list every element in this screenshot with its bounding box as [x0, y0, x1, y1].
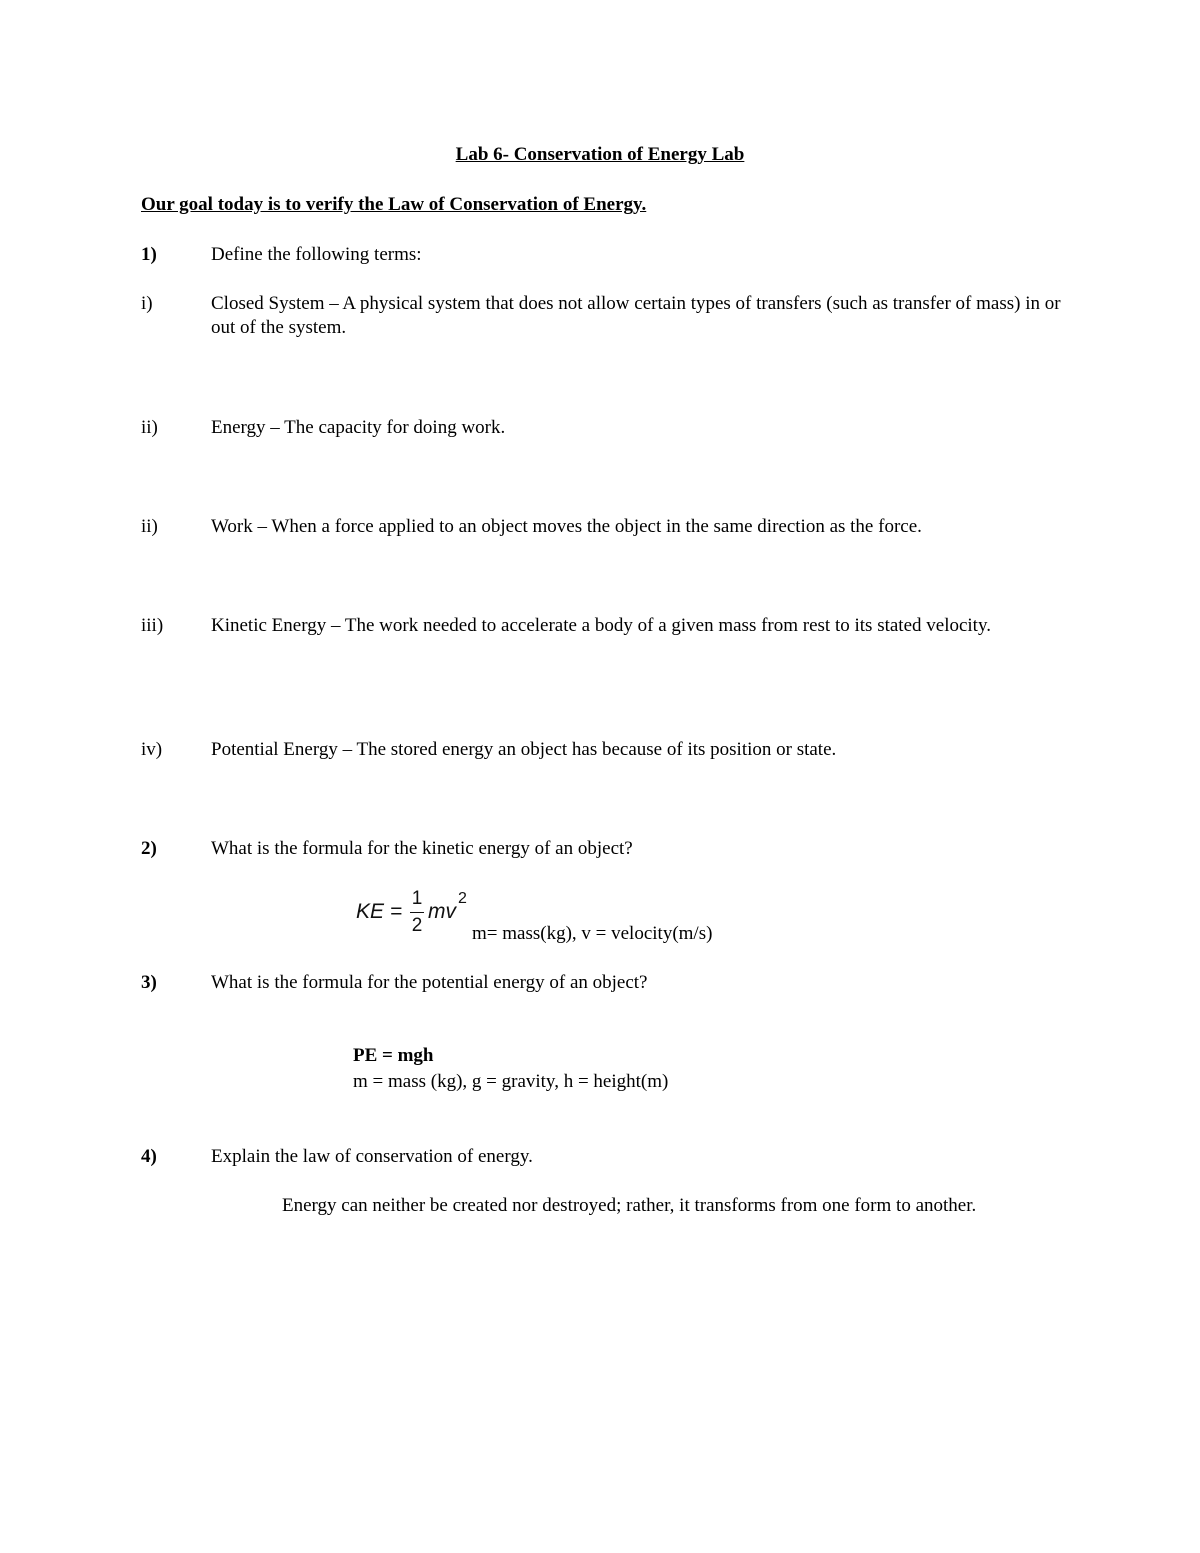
term-1-number: i) [141, 293, 153, 314]
term-5-number: iv) [141, 739, 163, 760]
term-4-number: iii) [141, 615, 164, 636]
term-3-definition: Work – When a force applied to an object moves the object in the same direction as the force. [211, 516, 922, 537]
term-2-number: ii) [141, 417, 158, 438]
formula-exponent: 2 [458, 890, 467, 907]
question-1-number: 1) [141, 244, 157, 265]
fraction-numerator: 1 [411, 888, 423, 909]
question-1-prompt: Define the following terms: [211, 244, 422, 265]
question-3-prompt: What is the formula for the potential energy of an object? [211, 972, 648, 993]
term-5-definition: Potential Energy – The stored energy an object has because of its position or state. [211, 739, 837, 760]
term-2-definition: Energy – The capacity for doing work. [211, 417, 506, 438]
kinetic-energy-formula [354, 888, 472, 940]
question-2-number: 2) [141, 838, 157, 859]
fraction-bar [410, 912, 424, 913]
goal-statement: Our goal today is to verify the Law of Conservation of Energy. [141, 194, 647, 215]
question-2-prompt: What is the formula for the kinetic energy of an object? [211, 838, 633, 859]
fraction-denominator: 2 [411, 915, 423, 936]
question-4-prompt: Explain the law of conservation of energy. [211, 1146, 533, 1167]
kinetic-energy-legend: m= mass(kg), v = velocity(m/s) [472, 923, 713, 944]
potential-energy-formula: PE = mgh [353, 1045, 434, 1066]
question-4-number: 4) [141, 1146, 157, 1167]
formula-rhs: mv [428, 900, 456, 923]
term-3-number: ii) [141, 516, 158, 537]
page-title: Lab 6- Conservation of Energy Lab [455, 144, 745, 165]
term-1-definition: Closed System – A physical system that does not allow certain types of transfers (such as transfer of mass) in or out of the system. [211, 293, 1061, 338]
question-4-answer: Energy can neither be created nor destroyed; rather, it transforms from one form to another. [282, 1195, 977, 1216]
question-3-number: 3) [141, 972, 157, 993]
potential-energy-legend: m = mass (kg), g = gravity, h = height(m) [353, 1071, 669, 1092]
formula-lhs: KE = [356, 900, 403, 923]
term-4-definition: Kinetic Energy – The work needed to accelerate a body of a given mass from rest to its stated velocity. [211, 615, 991, 636]
